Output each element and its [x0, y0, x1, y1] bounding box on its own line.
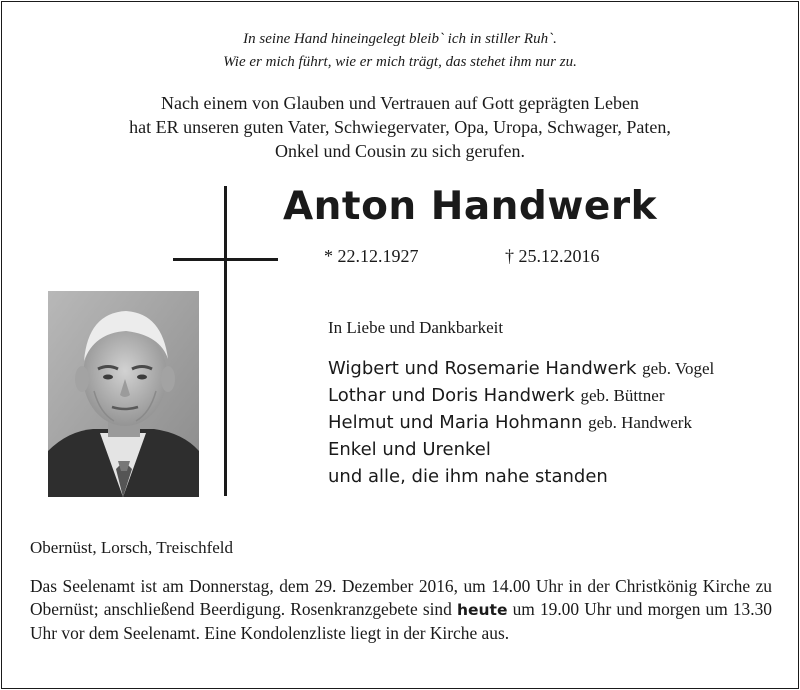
- mourner-row: [328, 409, 714, 436]
- mourner-name: Wigbert und Rosemarie Handwerk: [328, 358, 637, 379]
- verse-line-1: In seine Hand hineingelegt bleib` ich in stiller Ruh`.: [243, 31, 557, 47]
- mourner-row: [328, 436, 714, 463]
- verse-line-2: Wie er mich führt, wie er mich trägt, das stehet ihm nur zu.: [223, 54, 577, 70]
- notice-text-part-2: um 19.00 Uhr und morgen um 13.30 Uhr vor dem Seelenamt. Eine Kondolenzliste liegt in der Kirche aus.: [30, 599, 772, 643]
- mourner-name: Lothar und Doris Handwerk: [328, 385, 575, 406]
- mourner-name: Helmut und Maria Hohmann: [328, 412, 583, 433]
- cross-icon-vertical: [224, 186, 227, 496]
- mourner-maiden-name: geb. Büttner: [580, 386, 665, 405]
- intro-line-2: hat ER unseren guten Vater, Schwiegervater, Opa, Uropa, Schwager, Paten,: [129, 117, 671, 137]
- mourner-name: Enkel und Urenkel: [328, 439, 491, 460]
- funeral-notice: [30, 575, 772, 645]
- bible-verse: [0, 28, 800, 74]
- places-line: Obernüst, Lorsch, Treischfeld: [30, 538, 234, 557]
- intro-line-1: Nach einem von Glauben und Vertrauen auf Gott geprägten Leben: [161, 93, 639, 113]
- mourner-name: und alle, die ihm nahe standen: [328, 466, 608, 487]
- portrait-illustration: [48, 291, 199, 497]
- deceased-name: Anton Handwerk: [282, 184, 657, 229]
- birth-date: * 22.12.1927: [324, 246, 419, 266]
- mourner-row: [328, 355, 714, 382]
- mourners-list: [328, 355, 714, 490]
- intro-line-3: Onkel und Cousin zu sich gerufen.: [275, 141, 525, 161]
- mourner-maiden-name: geb. Vogel: [642, 359, 715, 378]
- cross-icon-horizontal: [173, 258, 278, 261]
- thanks-line: In Liebe und Dankbarkeit: [328, 318, 504, 337]
- portrait-photo: [48, 291, 199, 497]
- death-date: † 25.12.2016: [505, 246, 600, 266]
- notice-emphasis: heute: [456, 601, 508, 619]
- notice-text-part-1: Das Seelenamt ist am Donnerstag, dem 29. Dezember 2016, um 14.00 Uhr in der Christkönig Kirche zu Obernüst; anschließend Beerdigung. Rosenkranzgebete sind: [30, 576, 772, 619]
- mourner-row: [328, 382, 714, 409]
- mourner-maiden-name: geb. Handwerk: [588, 413, 692, 432]
- mourner-row: [328, 463, 714, 490]
- intro-text: [0, 91, 800, 163]
